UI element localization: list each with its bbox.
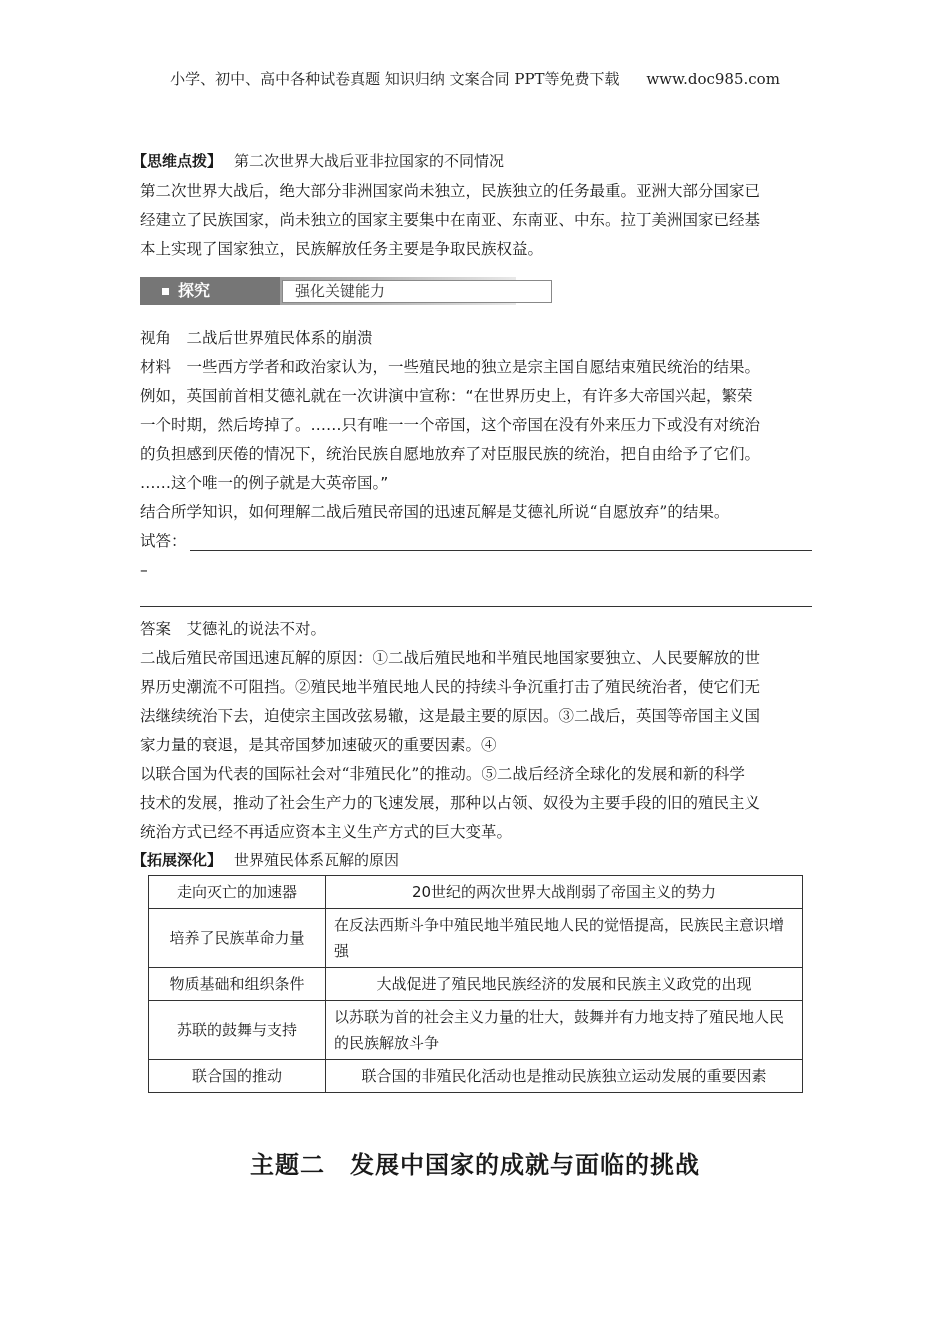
- material-line: 例如，英国前首相艾德礼就在一次讲演中宣称：“在世界历史上，有许多大帝国兴起，繁荣: [140, 387, 753, 405]
- page-header: [0, 68, 950, 89]
- explore-banner: [140, 277, 516, 305]
- banner-box: 强化关键能力: [282, 280, 552, 303]
- material-line: 一个时期，然后垮掉了。……只有唯一一个帝国，这个帝国在没有外来压力下或没有对统治: [140, 416, 761, 434]
- tip-label: 【思维点拨】: [132, 152, 223, 170]
- answer-head: 答案 艾德礼的说法不对。: [140, 620, 327, 638]
- tip-line: 第二次世界大战后，绝大部分非洲国家尚未独立，民族独立的任务最重。亚洲大部分国家已: [140, 182, 761, 200]
- factor-cell: 物质基础和组织条件: [149, 968, 326, 1001]
- material-line: ……这个唯一的例子就是大英帝国。”: [140, 474, 389, 492]
- inquiry-section: [140, 324, 812, 585]
- tip-line: 经建立了民族国家，尚未独立的国家主要集中在南亚、东南亚、中东。拉丁美洲国家已经基: [140, 211, 761, 229]
- table-row: [149, 968, 803, 1001]
- section-title: 主题二 发展中国家的成就与面临的挑战: [250, 1151, 700, 1179]
- detail-cell: 在反法西斯斗争中殖民地半殖民地人民的觉悟提高，民族民主意识增强: [326, 909, 803, 968]
- detail-cell: 以苏联为首的社会主义力量的壮大，鼓舞并有力地支持了殖民地人民的民族解放斗争: [326, 1001, 803, 1060]
- extension-title: 世界殖民体系瓦解的原因: [234, 851, 400, 869]
- tip-line: 本上实现了国家独立，民族解放任务主要是争取民族权益。: [140, 240, 544, 258]
- header-text: 小学、初中、高中各种试卷真题 知识归纳 文案合同 PPT等免费下载: [170, 70, 620, 88]
- tip-title: 第二次世界大战后亚非拉国家的不同情况: [234, 152, 505, 170]
- answer-line: 二战后殖民帝国迅速瓦解的原因：①二战后殖民地和半殖民地国家要独立、人民要解放的世: [140, 649, 761, 667]
- square-bullet-icon: [162, 288, 169, 295]
- answer-line: 法继续统治下去，迫使宗主国改弦易辙，这是最主要的原因。③二战后，英国等帝国主义国: [140, 707, 761, 725]
- detail-cell: 大战促进了殖民地民族经济的发展和民族主义政党的出现: [326, 968, 803, 1001]
- banner-dark-tab: [140, 277, 280, 305]
- material-line: 材料 一些西方学者和政治家认为，一些殖民地的独立是宗主国自愿结束殖民统治的结果。: [140, 358, 761, 376]
- factor-cell: 联合国的推动: [149, 1060, 326, 1093]
- answer-line: 界历史潮流不可阻挡。②殖民地半殖民地人民的持续斗争沉重打击了殖民统治者，使它们无: [140, 678, 761, 696]
- extension-heading: [132, 849, 399, 870]
- answer-line: 家力量的衰退，是其帝国梦加速破灭的重要因素。④: [140, 736, 497, 754]
- factor-cell: 培养了民族革命力量: [149, 909, 326, 968]
- material-line: 的负担感到厌倦的情况下，统治民族自愿地放弃了对臣服民族的统治，把自由给予了它们。: [140, 445, 761, 463]
- extension-label: 【拓展深化】: [132, 851, 223, 869]
- banner-dark-label: 探究: [178, 281, 211, 300]
- factor-cell: 走向灭亡的加速器: [149, 876, 326, 909]
- inquiry-angle: 视角 二战后世界殖民体系的崩溃: [140, 329, 373, 347]
- detail-cell: 联合国的非殖民化活动也是推动民族独立运动发展的重要因素: [326, 1060, 803, 1093]
- table-row: [149, 1060, 803, 1093]
- tip-body: [140, 177, 812, 264]
- answer-section: [140, 615, 812, 847]
- answer-line: 统治方式已经不再适应资本主义生产方式的巨大变革。: [140, 823, 513, 841]
- line-dash: –: [140, 561, 148, 579]
- answer-line: 以联合国为代表的国际社会对“非殖民化”的推动。⑤二战后经济全球化的发展和新的科学: [140, 765, 745, 783]
- table-row: [149, 909, 803, 968]
- table-row: [149, 876, 803, 909]
- tip-heading: [132, 150, 504, 171]
- answer-line: 技术的发展，推动了社会生产力的飞速发展，那种以占领、奴役为主要手段的旧的殖民主义: [140, 794, 761, 812]
- try-answer-label: 试答：: [140, 532, 187, 550]
- factor-cell: 苏联的鼓舞与支持: [149, 1001, 326, 1060]
- inquiry-question: 结合所学知识，如何理解二战后殖民帝国的迅速瓦解是艾德礼所说“自愿放弃”的结果。: [140, 503, 730, 521]
- answer-blank-line-2[interactable]: [140, 606, 812, 607]
- detail-cell: 20世纪的两次世界大战削弱了帝国主义的势力: [326, 876, 803, 909]
- extension-table: [148, 875, 803, 1093]
- header-url[interactable]: www.doc985.com: [646, 70, 780, 88]
- table-row: [149, 1001, 803, 1060]
- answer-blank-line[interactable]: [190, 550, 812, 551]
